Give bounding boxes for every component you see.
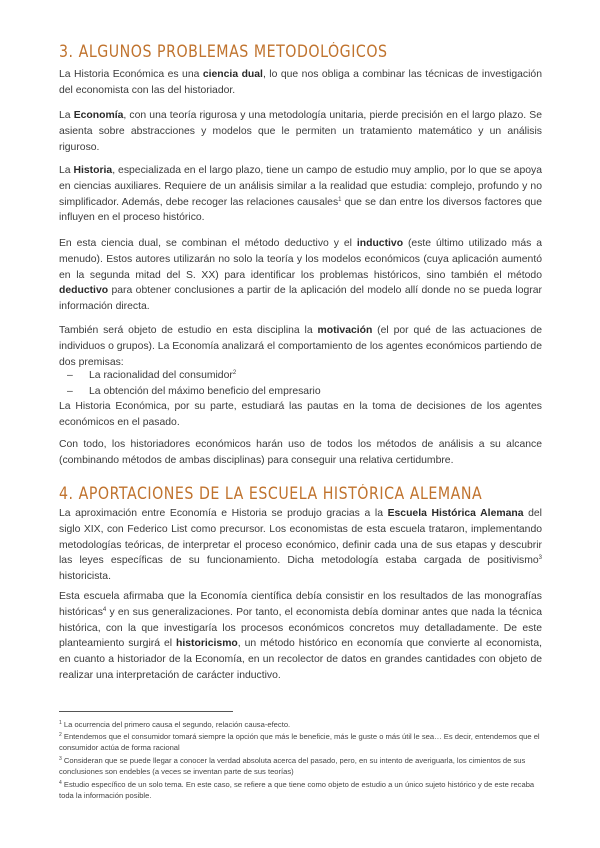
emphasis-term: inductivo bbox=[356, 238, 404, 249]
list-dash: – bbox=[67, 386, 73, 397]
section-3-paragraph-6: La Historia Económica, por su parte, estudiará las pautas en la toma de decisiones de los agentes económicos en el pasado. bbox=[59, 401, 542, 428]
emphasis-term: Escuela Histórica Alemana bbox=[387, 508, 524, 519]
footnote-2: $^2$ Entendemos que el consumidor tomará siempre la opción que más le beneficie, más le guste o más útil le sea… Es decir, entendemos que el consumidor actúa de forma racional bbox=[59, 732, 540, 753]
emphasis-term: Historia bbox=[73, 165, 113, 176]
footnote-ref: 2 bbox=[232, 370, 237, 376]
section-3-paragraph-1: La Historia Económica es una ciencia dual, lo que nos obliga a combinar las técnicas de investigación del economista con las del historiador. bbox=[59, 69, 542, 96]
footnote-4: $^4$ Estudio específico de un solo tema. En este caso, se refiere a que tiene como objeto de estudio a un único sujeto histórico y de este recaba toda la información posible. bbox=[59, 780, 535, 801]
emphasis-term: deductivo bbox=[59, 285, 109, 297]
section-4-paragraph-2: Esta escuela afirmaba que la Economía científica debía consistir en los resultados de las monografías históricas$^4$ y en sus generalizaciones. Por tanto, el economista debía dominar antes que nada la técnica histórica, con la que investigaría los procesos económicos concretos muy detalladamente. De este planteamiento surgirá el historicismo, un método histórico en economía que convierte al economista, en cuanto a historiador de la Economía, en un recolector de datos en grandes cantidades con objeto de realizar una interpretación de carácter inductivo. bbox=[59, 591, 542, 681]
section-3-paragraph-4: En esta ciencia dual, se combinan el método deductivo y el inductivo (este último utilizado más a menudo). Estos autores utilizarán no solo la teoría y los modelos económicos (cuya aplicación aumentó en la segunda mitad del S. XX) para identificar los problemas históricos, sino también el método deductivo para obtener conclusiones a partir de la aplicación del modelo allí donde no se pueda lograr información directa. bbox=[59, 238, 542, 313]
emphasis-term: motivación bbox=[317, 325, 373, 336]
footnote-1: $^1$ La ocurrencia del primero causa el segundo, relación causa-efecto. bbox=[59, 720, 291, 729]
footnote-divider bbox=[59, 711, 233, 712]
list-dash: – bbox=[67, 370, 73, 381]
emphasis-term: historicismo bbox=[176, 638, 238, 650]
section-3-heading: 3. ALGUNOS PROBLEMAS METODOLÓGICOS bbox=[59, 42, 388, 61]
section-3-paragraph-2: La Economía, con una teoría rigurosa y una metodología unitaria, pierde precisión en el largo plazo. Se asienta sobre abstracciones y modelos que le permiten un tratamiento matemático y un análisis riguroso. bbox=[59, 110, 542, 153]
footnote-ref: 1 bbox=[338, 196, 342, 203]
section-3-paragraph-7: Con todo, los historiadores económicos harán uso de todos los métodos de análisis a su alcance (combinando métodos de ambas disciplinas) para conseguir una relativa certidumbre. bbox=[59, 439, 542, 466]
section-3-paragraph-3: La Historia, especializada en el largo plazo, tiene un campo de estudio muy amplio, por lo que se apoya en ciencias auxiliares. Requiere de un análisis similar a la realidad que estudia: complejo, profundo y no simplificador. Además, debe recoger las relaciones causales$^1$ que se dan entre los diversos factores que influyen en el proceso histórico. bbox=[59, 165, 542, 224]
footnote-ref: 4 bbox=[102, 606, 107, 613]
footnote-3: $^3$ Consideran que se puede llegar a conocer la verdad absoluta acerca del pasado, pero, en su intento de averiguarla, los cimientos de sus conclusiones son endebles (a veces se inventan parte de sus teorías) bbox=[59, 756, 526, 777]
footnote-ref: 3 bbox=[538, 555, 542, 562]
emphasis-term: ciencia dual bbox=[202, 69, 263, 80]
section-3-paragraph-5: También será objeto de estudio en esta disciplina la motivación (el por qué de las actuaciones de individuos o grupos). La Economía analizará el comportamiento de los agentes económicos partiendo de dos premisas: bbox=[59, 325, 542, 368]
section-4-heading: 4. APORTACIONES DE LA ESCUELA HISTÓRICA ALEMANA bbox=[59, 484, 483, 503]
section-4-paragraph-1: La aproximación entre Economía e Historia se produjo gracias a la Escuela Histórica Alemana del siglo XIX, con Federico List como precursor. Los economistas de esta escuela trataron, implementando metodologías teóricas, de interpretar el proceso económico, definir cada una de sus etapas y descubrir las leyes específicas de su funcionamiento. Dicha metodología estaba cargada de positivismo$^3$ historicista. bbox=[59, 508, 542, 583]
emphasis-term: Economía bbox=[73, 110, 124, 121]
